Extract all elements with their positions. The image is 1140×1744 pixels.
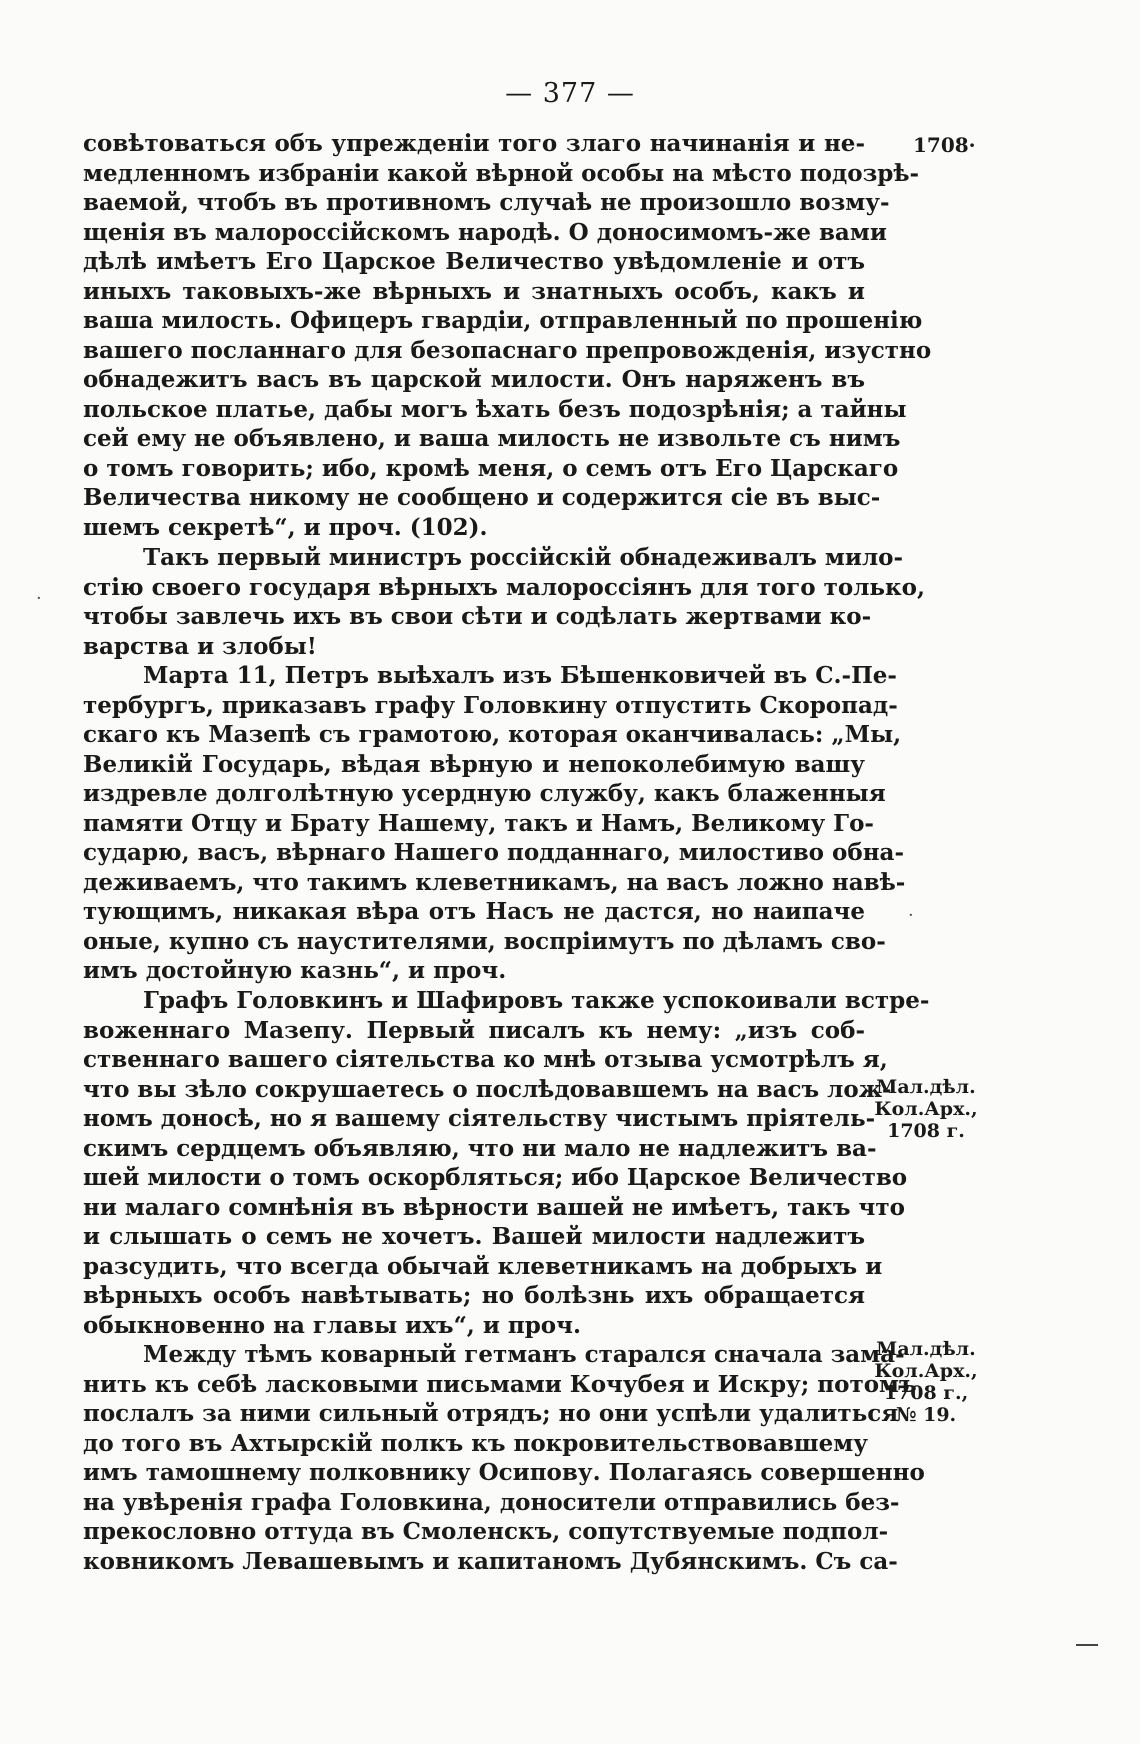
text-line: варства и злобы! [83,632,317,660]
text-line: имъ тамошнему полковнику Осипову. Полагаясь совершенно [83,1459,925,1486]
text-line: щенія въ малороссійскомъ народѣ. О доносимомъ-же вами [83,218,887,246]
margin-note-1 [866,1076,986,1142]
margin-note-line: Кол.Арх., [874,1360,978,1382]
text-line: дѣлѣ имѣетъ Его Царское Величество увѣдомленіе и отъ [83,248,865,275]
text-line: на увѣренія графа Головкина, доносители отправились без- [83,1488,900,1516]
text-line: скаго къ Мазепѣ съ грамотою, которая оканчивалась: „Мы, [83,721,902,748]
text-line: сей ему не объявлено, и ваша милость не извольте съ нимъ [83,425,901,452]
margin-note-line: Кол.Арх., [874,1098,978,1120]
text-line: о томъ говорить; ибо, кромѣ меня, о семъ отъ Его Царскаго [83,454,899,482]
margin-note-line: 1708 г., [883,1382,969,1404]
margin-note-2 [866,1338,986,1426]
text-line: до того въ Ахтырскій полкъ къ покровительствовавшему [83,1429,868,1457]
text-line: памяти Отцу и Брату Нашему, такъ и Намъ, Великому Го- [83,809,874,837]
text-line: оные, купно съ наустителями, воспріимутъ по дѣламъ сво- [83,927,886,955]
text-line: номъ доносѣ, но я вашему сіятельству чистымъ пріятель- [83,1105,876,1132]
margin-note-line: № 19. [895,1404,957,1426]
margin-note-line: Мал.дѣл. [876,1076,976,1098]
scan-mark-dot: · [36,588,42,609]
text-line: издревле долголѣтную усердную службу, какъ блаженныя [83,780,886,807]
paragraph-1 [83,129,932,542]
text-line: обнадежитъ васъ въ царской милости. Онъ наряженъ въ [83,366,865,393]
paragraph-3 [83,661,906,986]
text-line: шемъ секретѣ“, и проч. (102). [83,513,488,541]
margin-note-line: 1708 г. [887,1120,965,1142]
text-line: послалъ за ними сильный отрядъ; но они успѣли удалиться [83,1400,899,1427]
text-line: польское платье, дабы могъ ѣхать безъ подозрѣнія; а тайны [83,395,907,423]
margin-note-line: Мал.дѣл. [876,1338,976,1360]
text-line: медленномъ избраніи какой вѣрной особы на мѣсто подозрѣ- [83,159,920,187]
page-number: — 377 — [505,78,635,109]
text-line: обыкновенно на главы ихъ“, и проч. [83,1311,581,1339]
text-line: прекословно оттуда въ Смоленскъ, сопутствуемые подпол- [83,1518,889,1545]
text-line: Такъ первый министръ россійскій обнадеживалъ мило- [143,544,904,571]
text-line: тующимъ, никакая вѣра отъ Насъ не дастся, но наипаче [83,898,865,925]
text-line: разсудить, что всегда обычай клеветникамъ на добрыхъ и [83,1252,883,1280]
text-line: сударю, васъ, вѣрнаго Нашего подданнаго, милостиво обна- [83,839,904,866]
text-line: ваемой, чтобъ въ противномъ случаѣ не произошло возму- [83,189,890,216]
text-line: совѣтоваться объ упрежденіи того злаго начинанія и не- [83,130,865,157]
text-line: имъ достойную казнь“, и проч. [83,957,507,984]
text-line: ни малаго сомнѣнія въ вѣрности вашей не имѣетъ, такъ что [83,1193,905,1221]
text-line: шей милости о томъ оскорбляться; ибо Царское Величество [83,1164,908,1191]
text-line: что вы зѣло сокрушаетесь о послѣдовавшемъ на васъ лож- [83,1075,892,1103]
text-line: Великій Государь, вѣдая вѣрную и непоколебимую вашу [83,750,865,778]
scan-mark-dash [1076,1644,1098,1646]
scan-mark-dot: · [908,905,914,926]
paragraph-2 [83,543,925,661]
text-line: Марта 11, Петръ выѣхалъ изъ Бѣшенковичей въ С.-Пе- [143,662,897,689]
text-line: чтобы завлечь ихъ въ свои сѣти и содѣлать жертвами ко- [83,603,872,630]
text-line: скимъ сердцемъ объявляю, что ни мало не надлежитъ ва- [83,1134,877,1162]
text-line: и слышать о семъ не хочетъ. Вашей милости надлежитъ [83,1223,865,1250]
text-line: воженнаго Мазепу. Первый писалъ къ нему: „изъ соб- [83,1016,865,1044]
text-line: ственнаго вашего сіятельства ко мнѣ отзыва усмотрѣлъ я, [83,1046,888,1073]
text-line: Между тѣмъ коварный гетманъ старался сначала зама- [143,1341,905,1368]
text-line: Величества никому не сообщено и содержится сіе въ выс- [83,484,881,511]
text-line: ваша милость. Офицеръ гвардіи, отправленный по прошенію [83,307,923,334]
text-line: нить къ себѣ ласковыми письмами Кочубея и Искру; потомъ [83,1370,917,1398]
paragraph-5 [83,1340,925,1576]
text-line: вашего посланнаго для безопаснаго препровожденія, изустно [83,336,932,364]
text-line: тербургъ, приказавъ графу Головкину отпустить Скоропад- [83,691,898,719]
text-line: ковникомъ Левашевымъ и капитаномъ Дубянскимъ. Съ са- [83,1547,898,1575]
text-line: деживаемъ, что такимъ клеветникамъ, на васъ ложно навѣ- [83,868,906,896]
text-line: иныхъ таковыхъ-же вѣрныхъ и знатныхъ особъ, какъ и [83,277,865,305]
text-line: вѣрныхъ особъ навѣтывать; но болѣзнь ихъ обращается [83,1282,865,1309]
text-line: стію своего государя вѣрныхъ малороссіянъ для того только, [83,573,925,601]
year-marker: 1708· [913,133,976,157]
text-line: Графъ Головкинъ и Шафировъ также успокоивали встре- [143,987,930,1014]
